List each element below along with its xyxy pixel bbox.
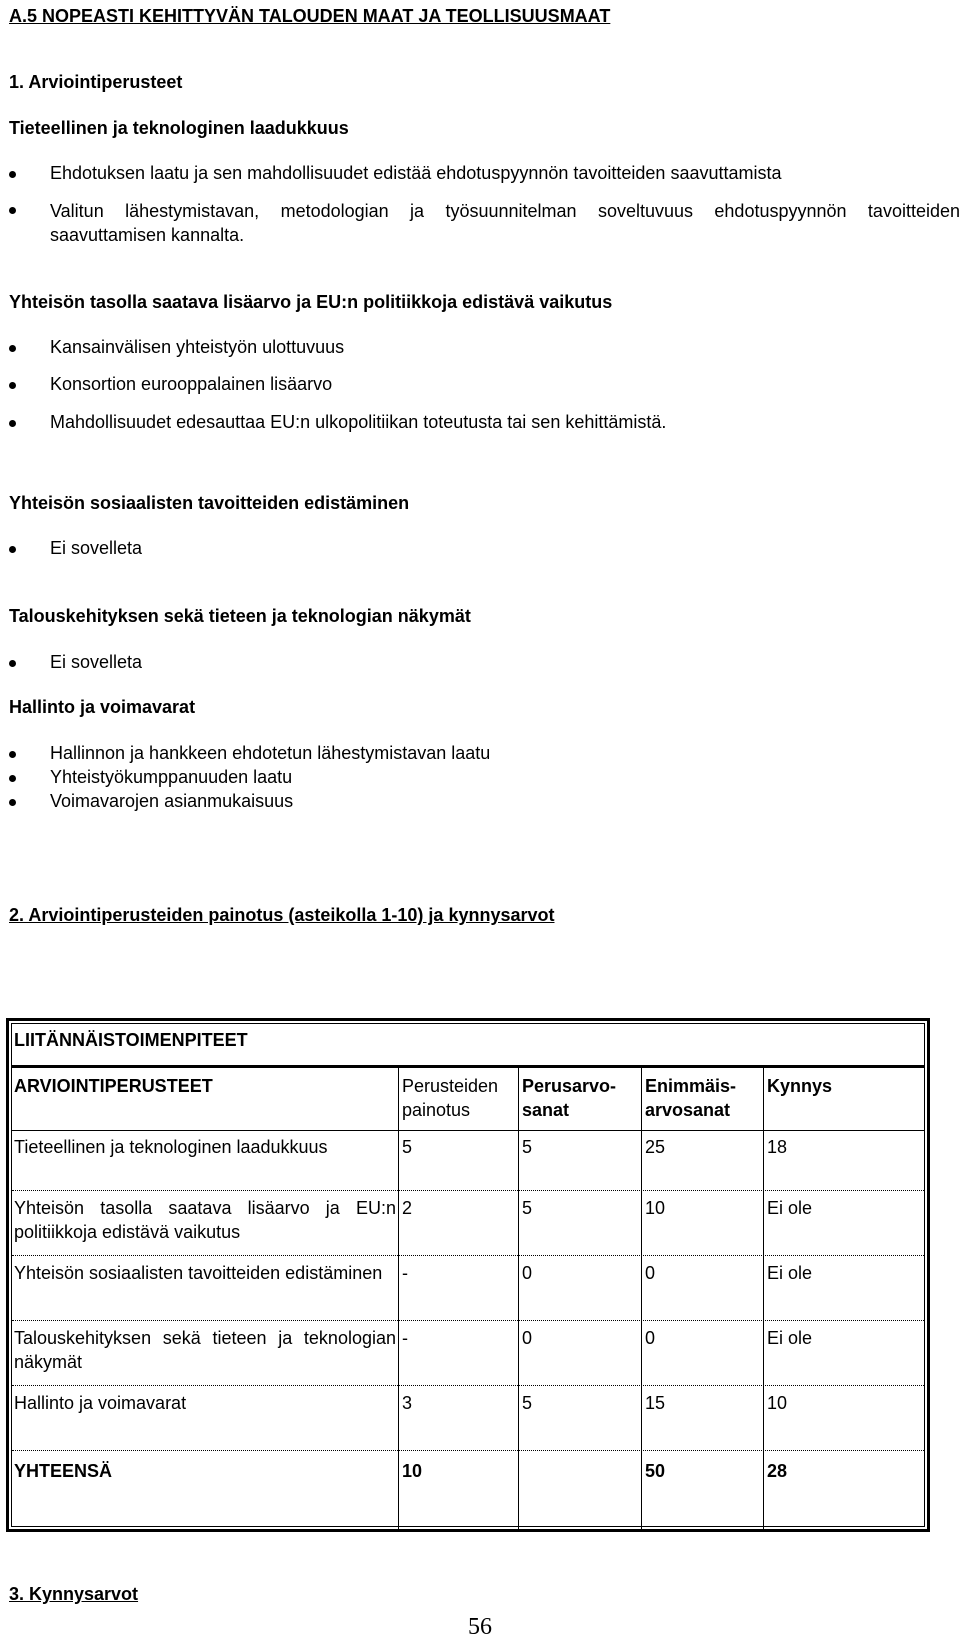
table-rule [12, 1385, 924, 1386]
row-criteria: Hallinto ja voimavarat [14, 1393, 187, 1413]
table-rule [763, 1068, 764, 1530]
bullet-icon [9, 546, 16, 553]
row-base-score: 5 [522, 1198, 533, 1218]
group-title-management: Hallinto ja voimavarat [9, 697, 196, 717]
row-max-score: 0 [645, 1263, 656, 1283]
table-rule [518, 1068, 519, 1530]
table-rule [12, 1450, 924, 1451]
row-max-score: 10 [645, 1198, 666, 1218]
row-max-score: 0 [645, 1328, 656, 1348]
total-max-score: 50 [645, 1461, 666, 1481]
row-weight: - [402, 1263, 408, 1283]
total-threshold: 28 [767, 1461, 788, 1481]
bullet-icon [9, 751, 16, 758]
row-weight: 3 [402, 1393, 413, 1413]
bullet-icon [9, 660, 16, 667]
row-base-score: 0 [522, 1328, 533, 1348]
row-criteria: Tieteellinen ja teknologinen laadukkuus [14, 1137, 328, 1157]
section-1-title: 1. Arviointiperusteet [9, 72, 183, 92]
bullet-icon [9, 799, 16, 806]
row-base-score: 5 [522, 1393, 533, 1413]
table-caption: LIITÄNNÄISTOIMENPITEET [14, 1030, 248, 1050]
row-threshold: Ei ole [767, 1328, 813, 1348]
group-title-eu-value: Yhteisön tasolla saatava lisäarvo ja EU:n politiikkoja edistävä vaikutus [9, 292, 613, 312]
table-rule [12, 1255, 924, 1256]
group-title-social: Yhteisön sosiaalisten tavoitteiden edistäminen [9, 493, 410, 513]
row-weight: - [402, 1328, 408, 1348]
header-criteria: ARVIOINTIPERUSTEET [14, 1076, 213, 1096]
group-title-outlook: Talouskehityksen sekä tieteen ja teknologian näkymät [9, 606, 471, 626]
document-heading: A.5 NOPEASTI KEHITTYVÄN TALOUDEN MAAT JA TEOLLISUUSMAAT [9, 6, 611, 26]
table-rule [12, 1190, 924, 1191]
row-base-score: 5 [522, 1137, 533, 1157]
row-threshold: Ei ole [767, 1263, 813, 1283]
header-weight: Perusteiden painotus [402, 1076, 499, 1120]
bullet-icon [9, 420, 16, 427]
table-frame [11, 1023, 925, 1527]
row-weight: 2 [402, 1198, 413, 1218]
header-base-score: Perusarvo- sanat [522, 1076, 617, 1120]
row-threshold: 10 [767, 1393, 788, 1413]
bullet-icon [9, 345, 16, 352]
total-weight: 10 [402, 1461, 423, 1481]
row-criteria: Talouskehityksen sekä tieteen ja teknologian näkymät [14, 1328, 396, 1372]
section-3-title: 3. Kynnysarvot [9, 1584, 139, 1604]
table-rule [12, 1320, 924, 1321]
section-2-title: 2. Arviointiperusteiden painotus (asteikolla 1-10) ja kynnysarvot [9, 905, 555, 925]
table-rule [12, 1065, 924, 1068]
table-rule [398, 1068, 399, 1530]
total-label: YHTEENSÄ [14, 1461, 113, 1481]
row-criteria: Yhteisön tasolla saatava lisäarvo ja EU:n politiikkoja edistävä vaikutus [14, 1198, 396, 1242]
bullet-icon [9, 382, 16, 389]
bullet-icon [9, 171, 16, 178]
row-threshold: Ei ole [767, 1198, 813, 1218]
bullet-icon [9, 775, 16, 782]
table-rule [641, 1068, 642, 1530]
header-threshold: Kynnys [767, 1076, 833, 1096]
page-number: 56 [468, 1614, 492, 1640]
row-base-score: 0 [522, 1263, 533, 1283]
row-weight: 5 [402, 1137, 413, 1157]
group-title-quality: Tieteellinen ja teknologinen laadukkuus [9, 118, 349, 138]
row-threshold: 18 [767, 1137, 788, 1157]
row-max-score: 25 [645, 1137, 666, 1157]
row-max-score: 15 [645, 1393, 666, 1413]
table-rule [12, 1130, 924, 1131]
criteria-table [6, 1018, 930, 1532]
header-max-score: Enimmäis- arvosanat [645, 1076, 737, 1120]
bullet-icon [9, 207, 16, 214]
row-criteria: Yhteisön sosiaalisten tavoitteiden edistäminen [14, 1263, 383, 1283]
